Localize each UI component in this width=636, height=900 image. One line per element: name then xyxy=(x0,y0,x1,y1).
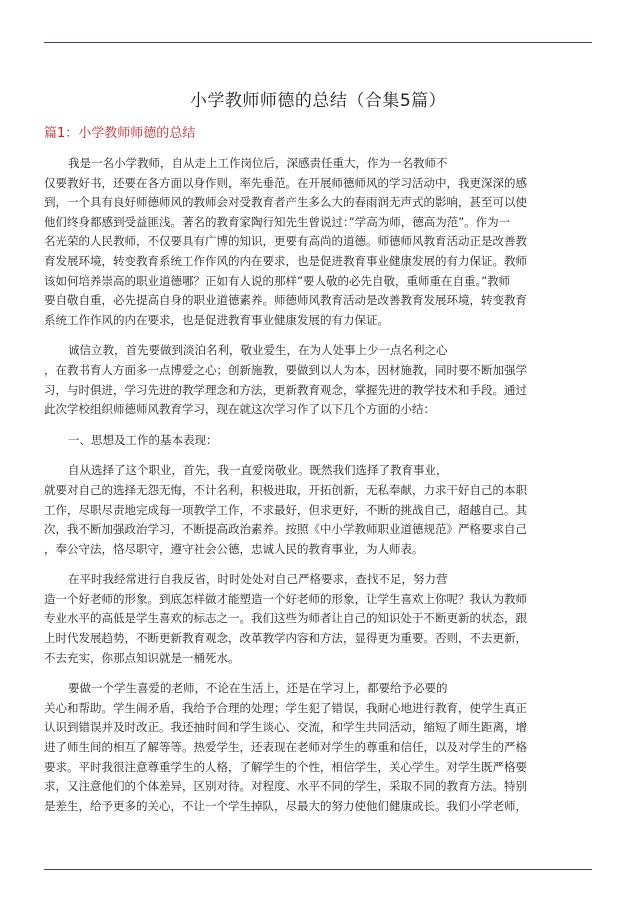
text-line: 是差生，给予更多的关心，不让一个学生掉队，尽最大的努力使他们健康成长。我们小学老师， xyxy=(44,798,527,813)
text-line: 他们终身都感到受益匪浅。著名的教育家陶行知先生曾说过：”学高为师，德高为范”。作为一 xyxy=(44,214,511,229)
paragraph-6 xyxy=(44,679,592,816)
text-line: 一、思想及工作的基本表现： xyxy=(68,432,218,447)
text-line: 此次学校组织师德师风教育学习，现在就这次学习作了以下几个方面的小结： xyxy=(44,402,435,417)
footer-rule xyxy=(44,869,592,870)
text-line: 要求。平时我很注意尊重学生的人格，了解学生的个性，相信学生，关心学生。对学生既严格要 xyxy=(44,759,527,774)
text-line: 造一个好老师的形象。到底怎样做才能塑造一个好老师的形象，让学生喜欢上你呢？我认为教师 xyxy=(44,591,527,606)
text-line: 到，一个具有良好师德师风的教师会对受教育者产生多么大的春雨润无声式的影响，甚至可以使 xyxy=(44,195,527,210)
paragraph-2 xyxy=(44,341,592,419)
text-line: 习，与时俱进，学习先进的教学理念和方法，更新教育观念，掌握先进的教学技术和手段。通过 xyxy=(44,382,527,397)
document-title: 小学教师师德的总结（合集5篇） xyxy=(189,91,447,111)
text-line: 该如何培养崇高的职业道德哪？正如有人说的那样”要人敬的必先自敬，重师重在自重。”教师 xyxy=(44,273,511,288)
paragraph-1 xyxy=(44,154,592,330)
text-line: 求，又注意他们的个体差异，区别对待。对程度、水平不同的学生，采取不同的教育方法。特别 xyxy=(44,779,527,794)
text-line: 育发展环境，转变教育系统工作作风的内在要求，也是促进教育事业健康发展的有力保证。教师 xyxy=(44,253,527,268)
text-line: 我是一名小学教师，自从走上工作岗位后，深感责任重大，作为一名教师不 xyxy=(68,156,448,170)
section-heading: 篇1：小学教师师德的总结 xyxy=(44,126,196,141)
text-line: 要做一个学生喜爱的老师，不论在生活上，还是在学习上，都要给予必要的 xyxy=(68,681,448,696)
paragraph-4 xyxy=(44,461,592,559)
text-line: 自从选择了这个职业，首先，我一直爱岗敬业。既然我们选择了教育事业， xyxy=(68,463,448,478)
text-line: ，在教书育人方面多一点博爱之心；创新施教，要做到以人为本，因材施教，同时要不断加强学 xyxy=(44,362,527,377)
paragraph-5 xyxy=(44,570,592,668)
text-line: ，奉公守法，恪尽职守，遵守社会公德，忠诚人民的教育事业，为人师表。 xyxy=(44,541,424,556)
document-body xyxy=(44,154,592,827)
text-line: 专业水平的高低是学生喜欢的标志之一。我们这些为师者让自己的知识处于不断更新的状态，跟 xyxy=(44,611,527,626)
text-line: 仅要教好书，还要在各方面以身作则，率先垂范。在开展师德师风的学习活动中，我更深深的感 xyxy=(44,175,527,190)
text-line: 名光荣的人民教师，不仅要具有广博的知识，更要有高尚的道德。师德师风教育活动正是改善教 xyxy=(44,234,527,249)
text-line: 上时代发展趋势，不断更新教育观念，改革教学内容和方法，显得更为重要。否则，不去更新， xyxy=(44,631,527,646)
text-line: 在平时我经常进行自我反省，时时处处对自己严格要求，查找不足，努力营 xyxy=(68,572,448,587)
text-line: 要自敬自重，必先提高自身的职业道德素养。师德师风教育活动是改善教育发展环境，转变教育 xyxy=(44,293,527,308)
text-line: 进了师生间的相互了解等等。热爱学生，还表现在老师对学生的尊重和信任，以及对学生的严格 xyxy=(44,740,527,755)
text-line: 系统工作作风的内在要求，也是促进教育事业健康发展的有力保证。 xyxy=(44,312,389,327)
text-line: 就要对自己的选择无怨无悔，不计名利，积极进取，开拓创新，无私奉献，力求干好自己的本职 xyxy=(44,482,527,497)
text-line: 次，我不断加强政治学习，不断提高政治素养。按照《中小学教师职业道德规范》严格要求自己 xyxy=(44,522,527,537)
paragraph-3 xyxy=(44,431,592,451)
text-line: 认识到错误并及时改正。我还抽时间和学生谈心、交流，和学生共同活动，缩短了师生距离，增 xyxy=(44,720,527,735)
text-line: 关心和帮助。学生闹矛盾，我给予合理的处理；学生犯了错误，我耐心地进行教育，使学生真正 xyxy=(44,700,527,715)
header-rule xyxy=(44,42,592,43)
text-line: 不去充实，你那点知识就是一桶死水。 xyxy=(44,650,240,665)
text-line: 诚信立教，首先要做到淡泊名利，敬业爱生，在为人处事上少一点名利之心 xyxy=(68,343,448,358)
text-line: 工作，尽职尽责地完成每一项教学工作，不求最好，但求更好，不断的挑战自己，超越自己。其 xyxy=(44,502,527,517)
